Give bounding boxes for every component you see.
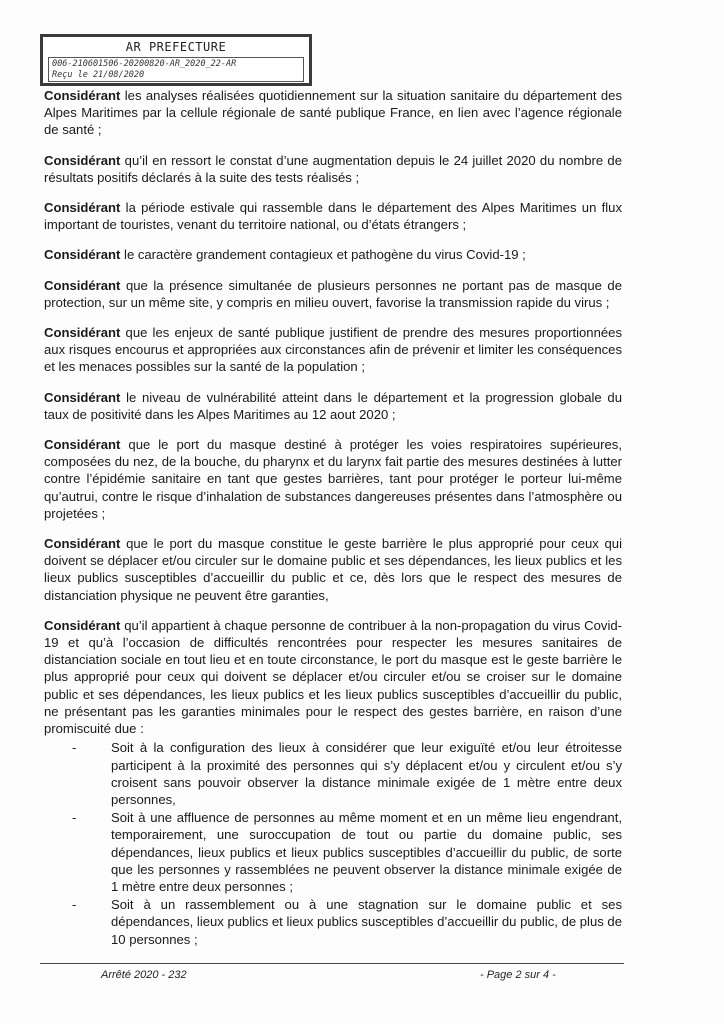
considerant-paragraph <box>44 389 622 423</box>
paragraph-text: la période estivale qui rassemble dans le département des Alpes Maritimes un flux important de touristes, venant du territoire national, ou d’états étrangers ; <box>44 200 622 233</box>
bullet-marker: - <box>72 740 77 756</box>
paragraph-text: que la présence simultanée de plusieurs personnes ne portant pas de masque de protection, sur un même site, y compris en milieu ouvert, favorise la transmission rapide du virus ; <box>44 277 622 310</box>
considerant-paragraph <box>44 436 622 522</box>
list-item-text: Soit à la configuration des lieux à considérer que leur exiguïté et/ou leur étroitesse participent à la proximité des personnes qui s’y déplacent et/ou y circulent et/ou s’y croisent sans pouvoir observer la distance minimale exigée de 1 mètre entre deux personnes, <box>111 740 622 807</box>
paragraph-lead: Considérant <box>44 437 121 453</box>
considerant-paragraph <box>44 152 622 186</box>
prefecture-stamp <box>40 34 312 86</box>
paragraph-lead: Considérant <box>44 247 121 263</box>
paragraph-lead: Considérant <box>44 389 121 405</box>
considerant-paragraph <box>44 535 622 604</box>
list-item <box>72 809 622 895</box>
footer-page-number: - Page 2 sur 4 - <box>480 969 556 981</box>
stamp-details <box>48 57 304 82</box>
paragraph-text: que le port du masque constitue le geste barrière le plus approprié pour ceux qui doivent se déplacer et/ou circuler sur le domaine public et ses dépendances, les lieux publics et les lieux publics susceptibles d’accueillir du public et ce, dès lors que le respect des mesures de distanciation physique ne peuvent être garanties, <box>44 536 622 603</box>
paragraph-text: qu’il appartient à chaque personne de contribuer à la non-propagation du virus Covid-19 et qu’à l’occasion de difficultés rencontrées pour respecter les mesures sanitaires de distanciation sociale en tout lieu et en toute circonstance, le port du masque est le geste barrière le plus approprié pour ceux qui doivent se déplacer et/ou circuler et/ou se croiser sur le domaine public et ses dépendances, les lieux publics et les lieux publics susceptibles d’accueillir du public, ne présentant pas les garanties minimales pour le respect des gestes barrière, en raison d’une promiscuité due : <box>44 617 622 737</box>
stamp-received-date: Reçu le 21/08/2020 <box>52 70 145 80</box>
list-item-text: Soit à une affluence de personnes au même moment et en un même lieu engendrant, temporairement, une suroccupation de tout ou partie du domaine public, ses dépendances, lieux publics et lieux publics susceptibles d’accueillir du public, de sorte que les personnes y rassemblées ne peuvent observer la distance minimale exigée de 1 mètre entre deux personnes ; <box>111 810 622 894</box>
considerant-paragraph <box>44 617 622 737</box>
paragraph-text: le caractère grandement contagieux et pathogène du virus Covid-19 ; <box>120 247 526 263</box>
footer-decree-number: Arrêté 2020 - 232 <box>101 969 187 981</box>
paragraph-lead: Considérant <box>44 536 121 552</box>
list-item <box>72 739 622 808</box>
considerant-paragraph <box>44 324 622 376</box>
paragraph-text: que le port du masque destiné à protéger les voies respiratoires supérieures, composées du nez, de la bouche, du pharynx et du larynx fait partie des mesures destinées à lutter contre l’épidémie sanitaire en tant que gestes barrières, tant pour protéger le porteur lui-même qu’autrui, contre le risque d’inhalation de substances dangereuses présentes dans l’atmosphère ou projetées ; <box>44 437 622 521</box>
document-body <box>44 87 622 949</box>
list-item <box>72 896 622 948</box>
bullet-marker: - <box>72 897 77 913</box>
paragraph-lead: Considérant <box>44 325 121 341</box>
considerant-paragraph <box>44 87 622 139</box>
footer-divider <box>40 963 624 964</box>
paragraph-text: que les enjeux de santé publique justifient de prendre des mesures proportionnées aux risques encourus et appropriées aux circonstances afin de prévenir et limiter les conséquences et les menaces possibles sur la santé de la population ; <box>44 325 622 375</box>
paragraph-text: le niveau de vulnérabilité atteint dans le département et la progression globale du taux de positivité dans les Alpes Maritimes au 12 aout 2020 ; <box>44 389 622 422</box>
list-item-text: Soit à un rassemblement ou à une stagnation sur le domaine public et ses dépendances, lieux publics et lieux publics susceptibles d’accueillir du public, de plus de 10 personnes ; <box>111 897 622 947</box>
paragraph-text: qu’il en ressort le constat d’une augmentation depuis le 24 juillet 2020 du nombre de résultats positifs déclarés à la suite des tests réalisés ; <box>44 152 622 185</box>
stamp-reference: 006-210601506-20200820-AR_2020_22-AR <box>52 59 237 69</box>
paragraph-lead: Considérant <box>44 277 121 293</box>
considerant-paragraph <box>44 246 622 263</box>
paragraph-lead: Considérant <box>44 152 121 168</box>
considerant-paragraph <box>44 277 622 311</box>
considerant-paragraph <box>44 199 622 233</box>
paragraph-text: les analyses réalisées quotidiennement sur la situation sanitaire du département des Alpes Maritimes par la cellule régionale de santé publique France, en lien avec l’agence régionale de santé ; <box>44 88 622 138</box>
paragraph-lead: Considérant <box>44 200 121 216</box>
paragraph-lead: Considérant <box>44 617 121 633</box>
bullet-marker: - <box>72 810 77 826</box>
promiscuity-list <box>44 739 622 947</box>
paragraph-lead: Considérant <box>44 88 121 103</box>
stamp-title: AR PREFECTURE <box>125 40 227 54</box>
